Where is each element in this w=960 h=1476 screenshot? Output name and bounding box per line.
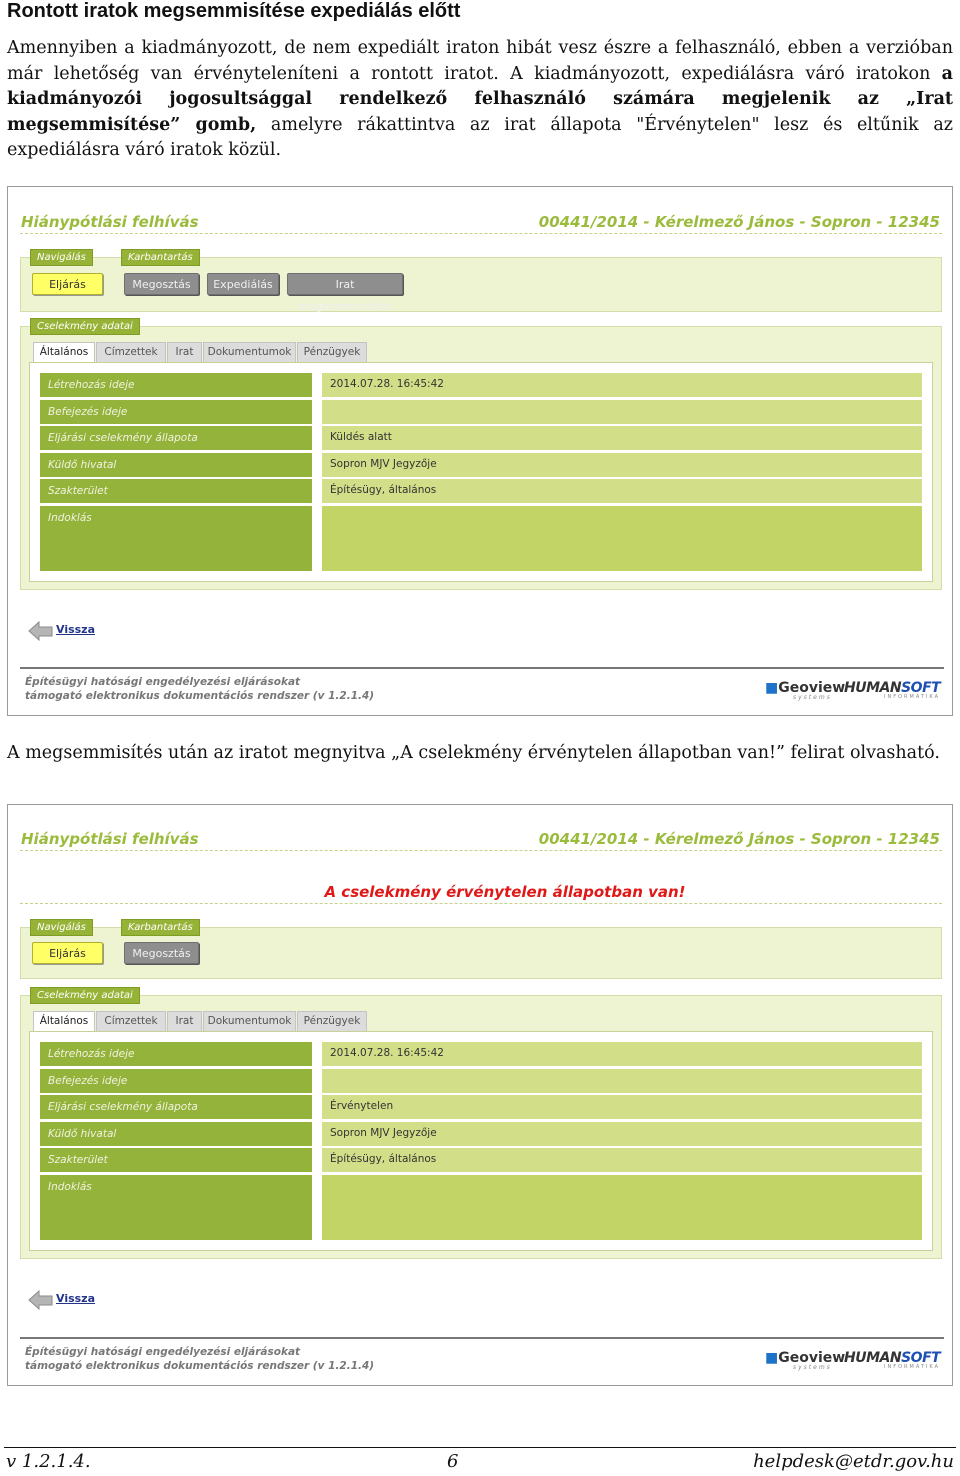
footer-line-2: támogató elektronikus dokumentációs rendszer (v 1.2.1.4) (25, 1360, 375, 1372)
header-divider (20, 233, 942, 234)
maintenance-tag: Karbantartás (121, 249, 200, 266)
event-data-tag: Cselekmény adatai (30, 987, 140, 1004)
geoview-logo (765, 680, 846, 701)
humansoft-logo (844, 680, 941, 700)
humansoft-logo (844, 1350, 941, 1370)
humansoft-logo-a: HUMAN (844, 680, 902, 696)
event-data-tag: Cselekmény adatai (30, 318, 140, 335)
label-field: Szakterület (40, 1148, 312, 1172)
humansoft-logo-b: SOFT (901, 680, 941, 696)
value-finished (322, 400, 922, 424)
geoview-logo (765, 1350, 846, 1371)
tab-document[interactable]: Irat (167, 342, 202, 363)
navigation-tag: Navigálás (30, 919, 93, 936)
tab-finance[interactable]: Pénzügyek (297, 1011, 367, 1032)
geoview-logo-sub: systems (793, 1364, 832, 1371)
back-label[interactable]: Vissza (56, 623, 96, 636)
geoview-logo-text: Geoview (778, 680, 846, 696)
tab-recipients[interactable]: Címzettek (96, 342, 166, 363)
screenshot-after (7, 804, 953, 1386)
label-created: Létrehozás ideje (40, 1042, 312, 1066)
value-status: Érvénytelen (322, 1095, 922, 1119)
warning-divider (20, 903, 942, 904)
tab-attachments[interactable]: Dokumentumok (203, 342, 296, 363)
value-reason (322, 506, 922, 571)
label-reason: Indoklás (40, 506, 312, 571)
megosztas-button[interactable]: Megosztás (124, 273, 199, 295)
value-sender-office: Sopron MJV Jegyzője (322, 1122, 922, 1146)
label-finished: Befejezés ideje (40, 400, 312, 424)
geoview-logo-sub: systems (793, 694, 832, 701)
humansoft-logo-sub: INFORMATIKA (884, 694, 940, 700)
back-label[interactable]: Vissza (56, 1292, 96, 1305)
footer-system-name (25, 675, 374, 703)
page-footer-email: helpdesk@etdr.gov.hu (753, 1451, 954, 1472)
back-arrow-icon (28, 1288, 54, 1312)
megosztas-button[interactable]: Megosztás (124, 942, 199, 964)
value-finished (322, 1069, 922, 1093)
label-finished: Befejezés ideje (40, 1069, 312, 1093)
screenshot-before (7, 186, 953, 716)
humansoft-logo-sub: INFORMATIKA (884, 1364, 940, 1370)
humansoft-logo-a: HUMAN (844, 1350, 902, 1366)
page-footer-divider (4, 1447, 956, 1448)
back-arrow-icon (28, 619, 54, 643)
tab-bar (33, 1011, 373, 1031)
tab-general[interactable]: Általános (33, 1011, 95, 1032)
event-data-panel (20, 995, 942, 1259)
paragraph-intro-bold: a kiadmányozói jogosultsággal rendelkező felhasználó számára megjelenik az „Irat megsemmisítése” gomb, (7, 63, 953, 135)
tab-bar (33, 342, 373, 362)
eljaras-button[interactable]: Eljárás (32, 942, 103, 964)
header-divider (20, 850, 942, 851)
navigation-tag: Navigálás (30, 249, 93, 266)
paragraph-intro-part1: Amennyiben a kiadmányozott, de nem expediált iraton hibát vesz észre a felhasználó, ebben a verzióban már lehetőség van érvényteleníteni a rontott iratot. A kiadmányozott, expediálásra váró iratokon (7, 38, 953, 84)
label-reason: Indoklás (40, 1175, 312, 1240)
expedialas-button[interactable]: Expediálás (207, 273, 279, 295)
document-title: Rontott iratok megsemmisítése expediálás előtt (7, 0, 461, 22)
page-footer-version: v 1.2.1.4. (6, 1451, 91, 1472)
humansoft-logo-b: SOFT (901, 1350, 941, 1366)
geoview-mark-icon: ■ (765, 680, 779, 696)
footer-line-1: Építésügyi hatósági engedélyezési eljárásokat (25, 1346, 301, 1358)
paragraph-intro (7, 36, 953, 164)
value-sender-office: Sopron MJV Jegyzője (322, 453, 922, 477)
footer-line-2: támogató elektronikus dokumentációs rendszer (v 1.2.1.4) (25, 690, 375, 702)
footer-line-1: Építésügyi hatósági engedélyezési eljárásokat (25, 676, 301, 688)
label-status: Eljárási cselekmény állapota (40, 426, 312, 450)
label-sender-office: Küldő hivatal (40, 453, 312, 477)
footer-system-name (25, 1345, 374, 1373)
value-status: Küldés alatt (322, 426, 922, 450)
label-created: Létrehozás ideje (40, 373, 312, 397)
paragraph-intro-part3: amelyre rákattintva az irat állapota "Érvénytelen" lesz és eltűnik az expediálásra váró iratok közül. (7, 114, 953, 160)
tab-recipients[interactable]: Címzettek (96, 1011, 166, 1032)
details-box (29, 1031, 933, 1251)
footer-divider (20, 667, 944, 669)
tab-general[interactable]: Általános (33, 342, 95, 363)
case-title: Hiánypótlási felhívás (21, 830, 199, 848)
case-identifier: 00441/2014 - Kérelmező János - Sopron - 12345 (538, 213, 940, 231)
value-created: 2014.07.28. 16:45:42 (322, 1042, 922, 1066)
maintenance-tag: Karbantartás (121, 919, 200, 936)
geoview-mark-icon: ■ (765, 1350, 779, 1366)
label-field: Szakterület (40, 479, 312, 503)
tab-document[interactable]: Irat (167, 1011, 202, 1032)
value-created: 2014.07.28. 16:45:42 (322, 373, 922, 397)
case-title: Hiánypótlási felhívás (21, 213, 199, 231)
label-sender-office: Küldő hivatal (40, 1122, 312, 1146)
value-field: Építésügy, általános (322, 1148, 922, 1172)
invalid-state-warning: A cselekmény érvénytelen állapotban van! (324, 883, 686, 901)
geoview-logo-text: Geoview (778, 1350, 846, 1366)
paragraph-after: A megsemmisítés után az iratot megnyitva „A cselekmény érvénytelen állapotban van!” felirat olvasható. (7, 743, 940, 763)
footer-divider (20, 1337, 944, 1339)
value-field: Építésügy, általános (322, 479, 922, 503)
event-data-panel (20, 326, 942, 590)
label-status: Eljárási cselekmény állapota (40, 1095, 312, 1119)
irat-megsemmisitese-button[interactable]: Irat megsemmisítése (287, 273, 403, 295)
tab-finance[interactable]: Pénzügyek (297, 342, 367, 363)
case-identifier: 00441/2014 - Kérelmező János - Sopron - 12345 (538, 830, 940, 848)
eljaras-button[interactable]: Eljárás (32, 273, 103, 295)
page-number: 6 (447, 1451, 459, 1472)
tab-attachments[interactable]: Dokumentumok (203, 1011, 296, 1032)
value-reason (322, 1175, 922, 1240)
details-box (29, 362, 933, 582)
